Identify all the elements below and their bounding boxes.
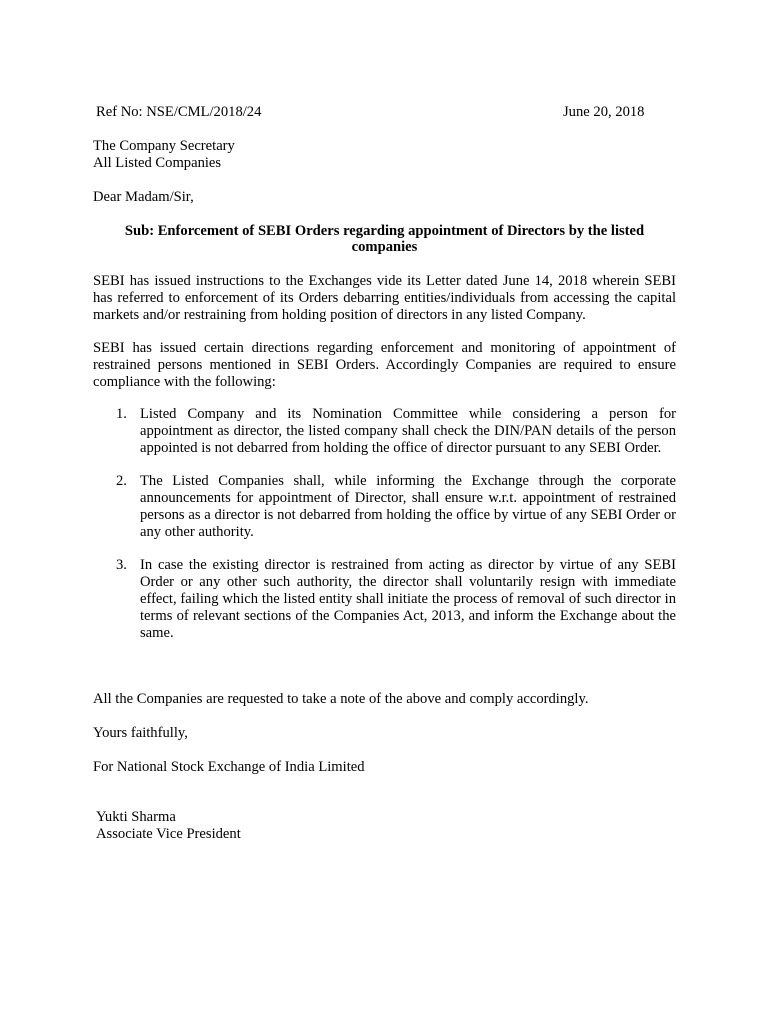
- list-item-number: 2.: [116, 473, 127, 489]
- signatory-name: Yukti Sharma: [96, 809, 176, 825]
- closing-paragraph: All the Companies are requested to take a note of the above and comply accordingly.: [93, 691, 589, 707]
- list-item: [93, 473, 676, 541]
- list-item-number: 1.: [116, 406, 127, 422]
- list-item-number: 3.: [116, 557, 127, 573]
- list-item: [93, 406, 676, 457]
- list-item-text: The Listed Companies shall, while informing the Exchange through the corporate announcements for appointment of Director, shall ensure w.r.t. appointment of restrained persons as a director is not debarred from holding the office by virtue of any SEBI Order or any other authority.: [140, 473, 676, 540]
- salutation: Dear Madam/Sir,: [93, 189, 194, 205]
- list-item: [93, 557, 676, 642]
- valediction: Yours faithfully,: [93, 725, 188, 741]
- paragraph-2: SEBI has issued certain directions regarding enforcement and monitoring of appointment of restrained persons mentioned in SEBI Orders. Accordingly Companies are required to ensure compliance with the following:: [93, 340, 676, 390]
- directions-list: [93, 406, 676, 658]
- paragraph-1: SEBI has issued instructions to the Exchanges vide its Letter dated June 14, 2018 wherein SEBI has referred to enforcement of its Orders debarring entities/individuals from accessing the capital markets and/or restraining from holding position of directors in any listed Company.: [93, 273, 676, 323]
- letter-date: June 20, 2018: [563, 104, 645, 120]
- subject-line: Sub: Enforcement of SEBI Orders regarding appointment of Directors by the listed companies: [124, 223, 645, 255]
- organization-name: For National Stock Exchange of India Limited: [93, 759, 365, 775]
- reference-number: Ref No: NSE/CML/2018/24: [96, 104, 262, 120]
- addressee-line-1: The Company Secretary: [93, 138, 235, 154]
- addressee-line-2: All Listed Companies: [93, 155, 222, 171]
- signatory-title: Associate Vice President: [96, 826, 241, 842]
- list-item-text: In case the existing director is restrained from acting as director by virtue of any SEBI Order or any other such authority, the director shall voluntarily resign with immediate effect, failing which the listed entity shall initiate the process of removal of such director in terms of relevant sections of the Companies Act, 2013, and inform the Exchange about the same.: [140, 557, 676, 641]
- list-item-text: Listed Company and its Nomination Committee while considering a person for appointment as director, the listed company shall check the DIN/PAN details of the person appointed is not debarred from holding the office of director pursuant to any SEBI Order.: [140, 406, 676, 456]
